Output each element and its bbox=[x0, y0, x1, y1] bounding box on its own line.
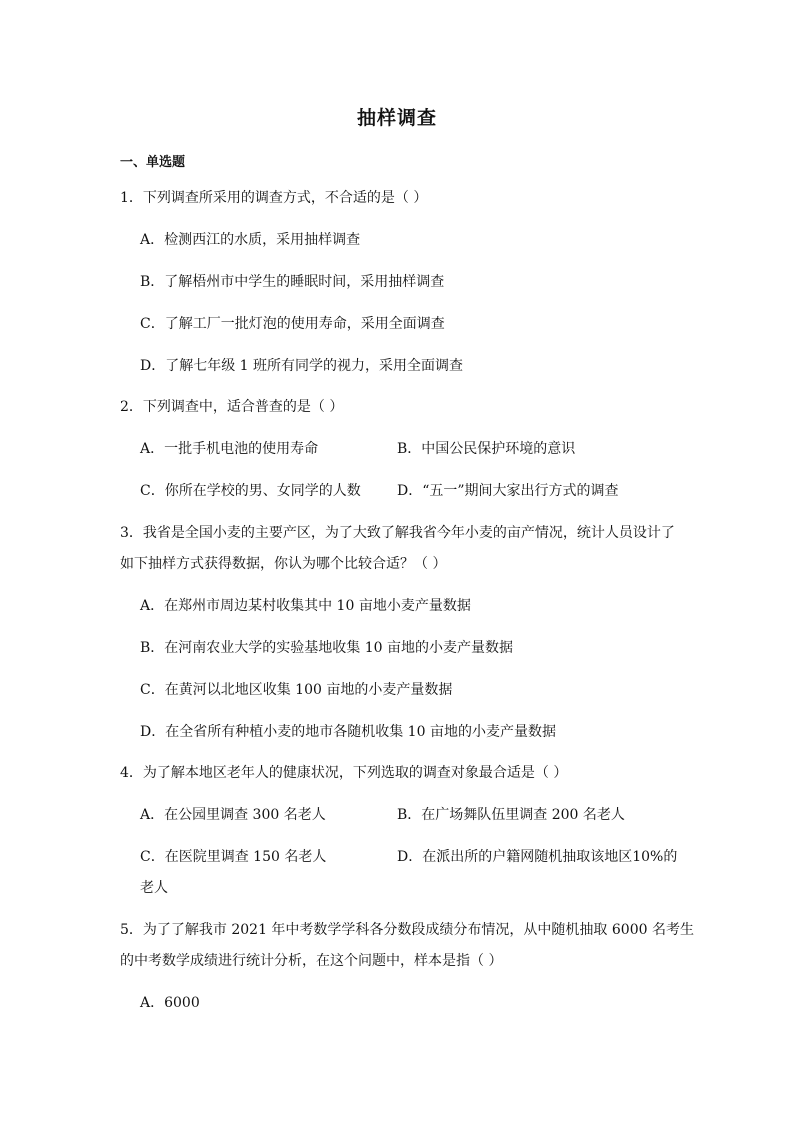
question-3-option-a: A．在郑州市周边某村收集其中 10 亩地小麦产量数据 bbox=[140, 598, 471, 614]
question-3-option-b: B．在河南农业大学的实验基地收集 10 亩地的小麦产量数据 bbox=[140, 640, 514, 656]
question-4-option-d-line-1: D．在派出所的户籍网随机抽取该地区10%的 bbox=[397, 849, 678, 865]
question-3-option-d: D．在全省所有种植小麦的地市各随机收集 10 亩地的小麦产量数据 bbox=[140, 724, 556, 740]
question-5-stem-line-1: 5．为了了解我市 2021 年中考数学学科各分数段成绩分布情况，从中随机抽取 6000 名考生 bbox=[120, 922, 694, 938]
question-1-stem: 1．下列调查所采用的调查方式，不合适的是（ ） bbox=[120, 190, 428, 206]
page-title: 抽样调查 bbox=[356, 107, 437, 129]
question-3-stem-line-2: 如下抽样方式获得数据，你认为哪个比较合适？（ ） bbox=[120, 556, 447, 572]
question-2-option-d: D．“五一”期间大家出行方式的调查 bbox=[397, 483, 619, 499]
question-1-option-b: B．了解梧州市中学生的睡眠时间，采用抽样调查 bbox=[140, 274, 445, 290]
question-2-option-b: B．中国公民保护环境的意识 bbox=[397, 441, 576, 457]
question-4-option-a: A．在公园里调查 300 名老人 bbox=[140, 807, 326, 823]
question-1-option-d: D．了解七年级 1 班所有同学的视力，采用全面调查 bbox=[140, 358, 464, 374]
question-4-option-c: C．在医院里调查 150 名老人 bbox=[140, 849, 327, 865]
question-4-option-b: B．在广场舞队伍里调查 200 名老人 bbox=[397, 807, 625, 823]
question-5-option-a: A．6000 bbox=[140, 995, 200, 1011]
question-4-stem: 4．为了解本地区老年人的健康状况，下列选取的调查对象最合适是（ ） bbox=[120, 765, 568, 781]
section-heading: 一、单选题 bbox=[120, 155, 186, 170]
question-2-option-a: A．一批手机电池的使用寿命 bbox=[140, 441, 319, 457]
question-1-option-c: C．了解工厂一批灯泡的使用寿命，采用全面调查 bbox=[140, 316, 445, 332]
question-2-option-c: C．你所在学校的男、女同学的人数 bbox=[140, 483, 361, 499]
question-4-option-d-line-2: 老人 bbox=[140, 880, 168, 896]
question-3-stem-line-1: 3．我省是全国小麦的主要产区，为了大致了解我省今年小麦的亩产情况，统计人员设计了 bbox=[120, 525, 675, 541]
question-2-stem: 2．下列调查中，适合普查的是（ ） bbox=[120, 399, 344, 415]
question-3-option-c: C．在黄河以北地区收集 100 亩地的小麦产量数据 bbox=[140, 682, 453, 698]
question-1-option-a: A．检测西江的水质，采用抽样调查 bbox=[140, 232, 361, 248]
question-5-stem-line-2: 的中考数学成绩进行统计分析，在这个问题中，样本是指（ ） bbox=[120, 953, 503, 969]
